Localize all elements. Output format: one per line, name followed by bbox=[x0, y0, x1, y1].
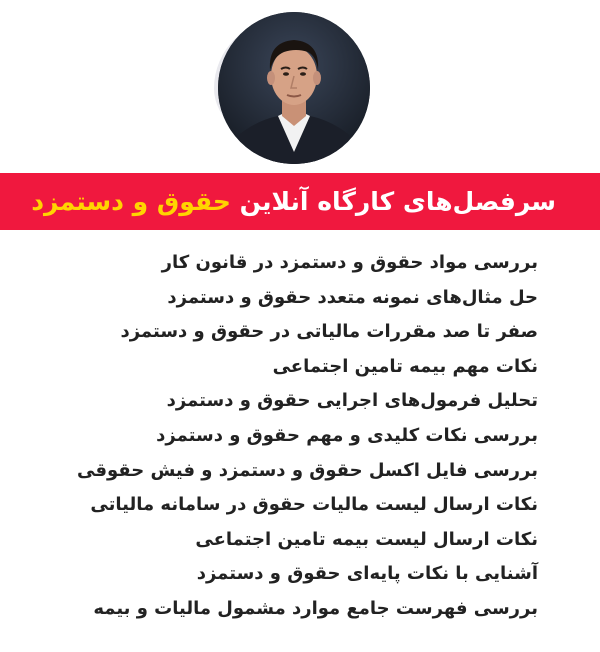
list-item: حل مثال‌های نمونه متعدد حقوق و دستمزد bbox=[167, 286, 538, 308]
title-highlight-text: حقوق و دستمزد bbox=[31, 187, 231, 216]
list-item: بررسی مواد حقوق و دستمزد در قانون کار bbox=[161, 252, 538, 273]
list-item: بررسی فهرست جامع موارد مشمول مالیات و بیمه bbox=[93, 597, 538, 619]
person-portrait-icon bbox=[218, 12, 370, 164]
list-item: نکات ارسال لیست مالیات حقوق در سامانه مالیاتی bbox=[90, 494, 538, 516]
list-item: نکات مهم بیمه تامین اجتماعی bbox=[272, 355, 538, 377]
title-main-text: سرفصل‌های کارگاه آنلاین bbox=[239, 187, 556, 216]
list-item: بررسی نکات کلیدی و مهم حقوق و دستمزد bbox=[156, 424, 538, 446]
topics-list bbox=[18, 246, 538, 627]
title-banner bbox=[0, 173, 600, 230]
instructor-avatar-group bbox=[214, 6, 376, 168]
list-item: نکات ارسال لیست بیمه تامین اجتماعی bbox=[195, 528, 538, 550]
avatar bbox=[218, 12, 370, 164]
page-title bbox=[31, 173, 556, 230]
list-item: آشنایی با نکات پایه‌ای حقوق و دستمزد bbox=[196, 563, 538, 585]
list-item: بررسی فایل اکسل حقوق و دستمزد و فیش حقوقی bbox=[76, 459, 538, 481]
list-item: تحلیل فرمول‌های اجرایی حقوق و دستمزد bbox=[166, 390, 538, 412]
list-item: صفر تا صد مقررات مالیاتی در حقوق و دستمزد bbox=[120, 321, 538, 343]
